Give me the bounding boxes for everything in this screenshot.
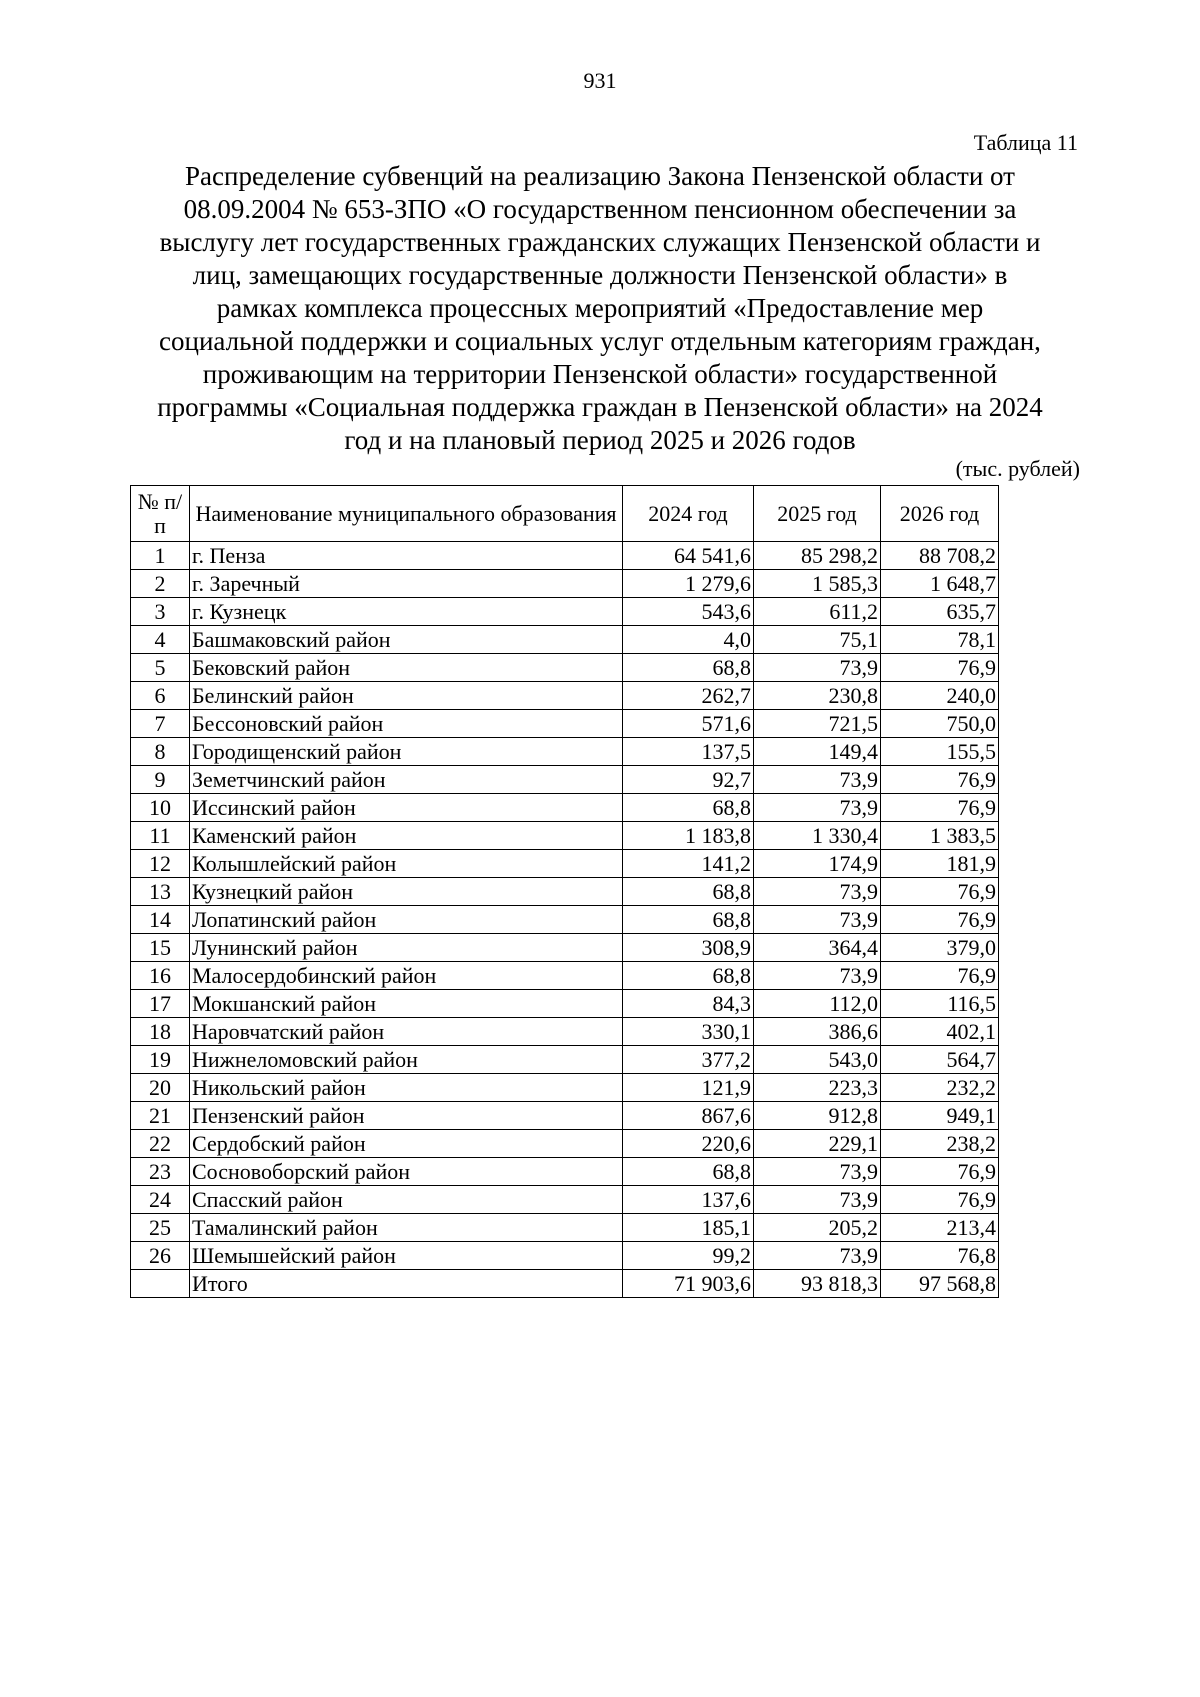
table-label: Таблица 11	[973, 130, 1078, 155]
cell-num: 4	[131, 626, 190, 654]
cell-name: Лопатинский район	[190, 906, 623, 934]
table-row	[131, 962, 999, 990]
cell-name: Наровчатский район	[190, 1018, 623, 1046]
cell-2026: 155,5	[881, 738, 999, 766]
cell-name: Бековский район	[190, 654, 623, 682]
cell-2025: 73,9	[754, 906, 881, 934]
cell-2025: 229,1	[754, 1130, 881, 1158]
cell-2026: 238,2	[881, 1130, 999, 1158]
cell-2026: 402,1	[881, 1018, 999, 1046]
cell-2026: 76,9	[881, 654, 999, 682]
cell-2024: 867,6	[623, 1102, 754, 1130]
cell-name: Малосердобинский район	[190, 962, 623, 990]
table-row	[131, 1242, 999, 1270]
cell-num: 23	[131, 1158, 190, 1186]
cell-2024: 141,2	[623, 850, 754, 878]
table-row	[131, 766, 999, 794]
cell-2026: 379,0	[881, 934, 999, 962]
cell-2025: 912,8	[754, 1102, 881, 1130]
cell-num: 9	[131, 766, 190, 794]
table-row	[131, 906, 999, 934]
cell-2024: 68,8	[623, 1158, 754, 1186]
cell-2025: 73,9	[754, 1186, 881, 1214]
cell-name: Сосновоборский район	[190, 1158, 623, 1186]
cell-2026: 1 648,7	[881, 570, 999, 598]
cell-2026: 116,5	[881, 990, 999, 1018]
cell-2026: 213,4	[881, 1214, 999, 1242]
cell-2025: 93 818,3	[754, 1270, 881, 1298]
table-row	[131, 822, 999, 850]
cell-2026: 232,2	[881, 1074, 999, 1102]
table-row	[131, 1102, 999, 1130]
cell-2025: 112,0	[754, 990, 881, 1018]
table-row	[131, 990, 999, 1018]
cell-num: 26	[131, 1242, 190, 1270]
table-row	[131, 738, 999, 766]
cell-num	[131, 1270, 190, 1298]
cell-2024: 68,8	[623, 906, 754, 934]
cell-2026: 76,9	[881, 766, 999, 794]
table-row	[131, 570, 999, 598]
cell-2025: 386,6	[754, 1018, 881, 1046]
table-row	[131, 598, 999, 626]
cell-2024: 377,2	[623, 1046, 754, 1074]
cell-2025: 364,4	[754, 934, 881, 962]
cell-2026: 76,9	[881, 1158, 999, 1186]
page-number: 931	[583, 68, 617, 93]
cell-num: 13	[131, 878, 190, 906]
cell-name: Сердобский район	[190, 1130, 623, 1158]
cell-2025: 611,2	[754, 598, 881, 626]
cell-2024: 84,3	[623, 990, 754, 1018]
cell-num: 12	[131, 850, 190, 878]
cell-num: 21	[131, 1102, 190, 1130]
cell-name: г. Заречный	[190, 570, 623, 598]
table-row	[131, 878, 999, 906]
cell-2024: 137,5	[623, 738, 754, 766]
cell-num: 17	[131, 990, 190, 1018]
cell-num: 3	[131, 598, 190, 626]
table-row	[131, 1046, 999, 1074]
table-row	[131, 1158, 999, 1186]
table-body	[131, 542, 999, 1298]
cell-name: Башмаковский район	[190, 626, 623, 654]
cell-num: 1	[131, 542, 190, 570]
cell-num: 24	[131, 1186, 190, 1214]
cell-2025: 1 330,4	[754, 822, 881, 850]
cell-name: Шемышейский район	[190, 1242, 623, 1270]
header-2026: 2026 год	[881, 486, 999, 542]
table-row	[131, 710, 999, 738]
cell-2025: 543,0	[754, 1046, 881, 1074]
cell-2024: 71 903,6	[623, 1270, 754, 1298]
cell-name: г. Кузнецк	[190, 598, 623, 626]
cell-name: Кузнецкий район	[190, 878, 623, 906]
title-line: 08.09.2004 № 653-ЗПО «О государственном пенсионном обеспечении за	[183, 194, 1017, 224]
cell-name: Белинский район	[190, 682, 623, 710]
cell-2024: 1 279,6	[623, 570, 754, 598]
cell-2026: 181,9	[881, 850, 999, 878]
cell-2025: 73,9	[754, 794, 881, 822]
table-row	[131, 1074, 999, 1102]
cell-2025: 1 585,3	[754, 570, 881, 598]
cell-2024: 68,8	[623, 654, 754, 682]
cell-name: Мокшанский район	[190, 990, 623, 1018]
cell-name: Городищенский район	[190, 738, 623, 766]
table-row	[131, 542, 999, 570]
table-row	[131, 850, 999, 878]
cell-2024: 121,9	[623, 1074, 754, 1102]
cell-2024: 1 183,8	[623, 822, 754, 850]
table-row	[131, 682, 999, 710]
cell-2024: 64 541,6	[623, 542, 754, 570]
cell-2024: 571,6	[623, 710, 754, 738]
cell-2024: 68,8	[623, 962, 754, 990]
cell-num: 5	[131, 654, 190, 682]
cell-2024: 330,1	[623, 1018, 754, 1046]
cell-name: Пензенский район	[190, 1102, 623, 1130]
cell-2025: 73,9	[754, 1158, 881, 1186]
subvention-table	[130, 485, 999, 1298]
cell-num: 16	[131, 962, 190, 990]
cell-name: Тамалинский район	[190, 1214, 623, 1242]
cell-name: Иссинский район	[190, 794, 623, 822]
cell-2025: 73,9	[754, 878, 881, 906]
document-title	[125, 160, 1075, 457]
cell-num: 14	[131, 906, 190, 934]
table-row	[131, 1018, 999, 1046]
cell-num: 20	[131, 1074, 190, 1102]
title-line: год и на плановый период 2025 и 2026 годов	[344, 425, 856, 455]
unit-note: (тыс. рублей)	[955, 456, 1080, 481]
cell-2026: 76,9	[881, 962, 999, 990]
cell-2025: 73,9	[754, 1242, 881, 1270]
header-2025: 2025 год	[754, 486, 881, 542]
cell-2025: 205,2	[754, 1214, 881, 1242]
cell-name: Лунинский район	[190, 934, 623, 962]
title-line: проживающим на территории Пензенской области» государственной	[202, 359, 998, 389]
cell-2024: 137,6	[623, 1186, 754, 1214]
cell-2025: 223,3	[754, 1074, 881, 1102]
cell-2024: 99,2	[623, 1242, 754, 1270]
cell-name: г. Пенза	[190, 542, 623, 570]
cell-name: Никольский район	[190, 1074, 623, 1102]
cell-2025: 721,5	[754, 710, 881, 738]
cell-2025: 73,9	[754, 766, 881, 794]
table-row	[131, 1130, 999, 1158]
cell-2026: 76,9	[881, 878, 999, 906]
cell-num: 6	[131, 682, 190, 710]
cell-2024: 308,9	[623, 934, 754, 962]
title-line: социальной поддержки и социальных услуг отдельным категориям граждан,	[159, 326, 1041, 356]
cell-2026: 76,9	[881, 906, 999, 934]
cell-2026: 76,9	[881, 1186, 999, 1214]
header-num: № п/п	[131, 486, 190, 542]
cell-2024: 262,7	[623, 682, 754, 710]
cell-2025: 85 298,2	[754, 542, 881, 570]
cell-num: 2	[131, 570, 190, 598]
table-row	[131, 1186, 999, 1214]
cell-2025: 75,1	[754, 626, 881, 654]
cell-2026: 78,1	[881, 626, 999, 654]
title-line: лиц, замещающих государственные должности Пензенской области» в	[192, 260, 1008, 290]
cell-2025: 73,9	[754, 962, 881, 990]
cell-num: 25	[131, 1214, 190, 1242]
cell-2026: 635,7	[881, 598, 999, 626]
table-row	[131, 934, 999, 962]
cell-2026: 750,0	[881, 710, 999, 738]
title-line: рамках комплекса процессных мероприятий «Предоставление мер	[216, 293, 984, 323]
cell-2026: 76,8	[881, 1242, 999, 1270]
cell-2026: 97 568,8	[881, 1270, 999, 1298]
cell-name: Бессоновский район	[190, 710, 623, 738]
title-line: выслугу лет государственных гражданских служащих Пензенской области и	[159, 227, 1041, 257]
title-line: Распределение субвенций на реализацию Закона Пензенской области от	[185, 161, 1015, 191]
cell-2025: 149,4	[754, 738, 881, 766]
cell-2025: 73,9	[754, 654, 881, 682]
cell-2024: 4,0	[623, 626, 754, 654]
table-header-row	[131, 486, 999, 542]
total-row	[131, 1270, 999, 1298]
cell-2024: 68,8	[623, 878, 754, 906]
cell-num: 8	[131, 738, 190, 766]
cell-name: Спасский район	[190, 1186, 623, 1214]
cell-2024: 220,6	[623, 1130, 754, 1158]
title-line: программы «Социальная поддержка граждан в Пензенской области» на 2024	[157, 392, 1043, 422]
cell-2026: 564,7	[881, 1046, 999, 1074]
table-row	[131, 1214, 999, 1242]
cell-num: 15	[131, 934, 190, 962]
cell-2024: 68,8	[623, 794, 754, 822]
table-row	[131, 626, 999, 654]
cell-2025: 174,9	[754, 850, 881, 878]
cell-2025: 230,8	[754, 682, 881, 710]
cell-2026: 88 708,2	[881, 542, 999, 570]
cell-name: Нижнеломовский район	[190, 1046, 623, 1074]
cell-name: Колышлейский район	[190, 850, 623, 878]
header-2024: 2024 год	[623, 486, 754, 542]
cell-num: 19	[131, 1046, 190, 1074]
cell-num: 11	[131, 822, 190, 850]
cell-2026: 76,9	[881, 794, 999, 822]
cell-num: 7	[131, 710, 190, 738]
table-row	[131, 794, 999, 822]
header-name: Наименование муниципального образования	[190, 486, 623, 542]
cell-num: 10	[131, 794, 190, 822]
cell-2026: 949,1	[881, 1102, 999, 1130]
table-row	[131, 654, 999, 682]
cell-name: Земетчинский район	[190, 766, 623, 794]
cell-2024: 185,1	[623, 1214, 754, 1242]
cell-2024: 543,6	[623, 598, 754, 626]
cell-name: Каменский район	[190, 822, 623, 850]
cell-2026: 1 383,5	[881, 822, 999, 850]
cell-2024: 92,7	[623, 766, 754, 794]
cell-num: 18	[131, 1018, 190, 1046]
cell-2026: 240,0	[881, 682, 999, 710]
cell-name: Итого	[190, 1270, 623, 1298]
cell-num: 22	[131, 1130, 190, 1158]
